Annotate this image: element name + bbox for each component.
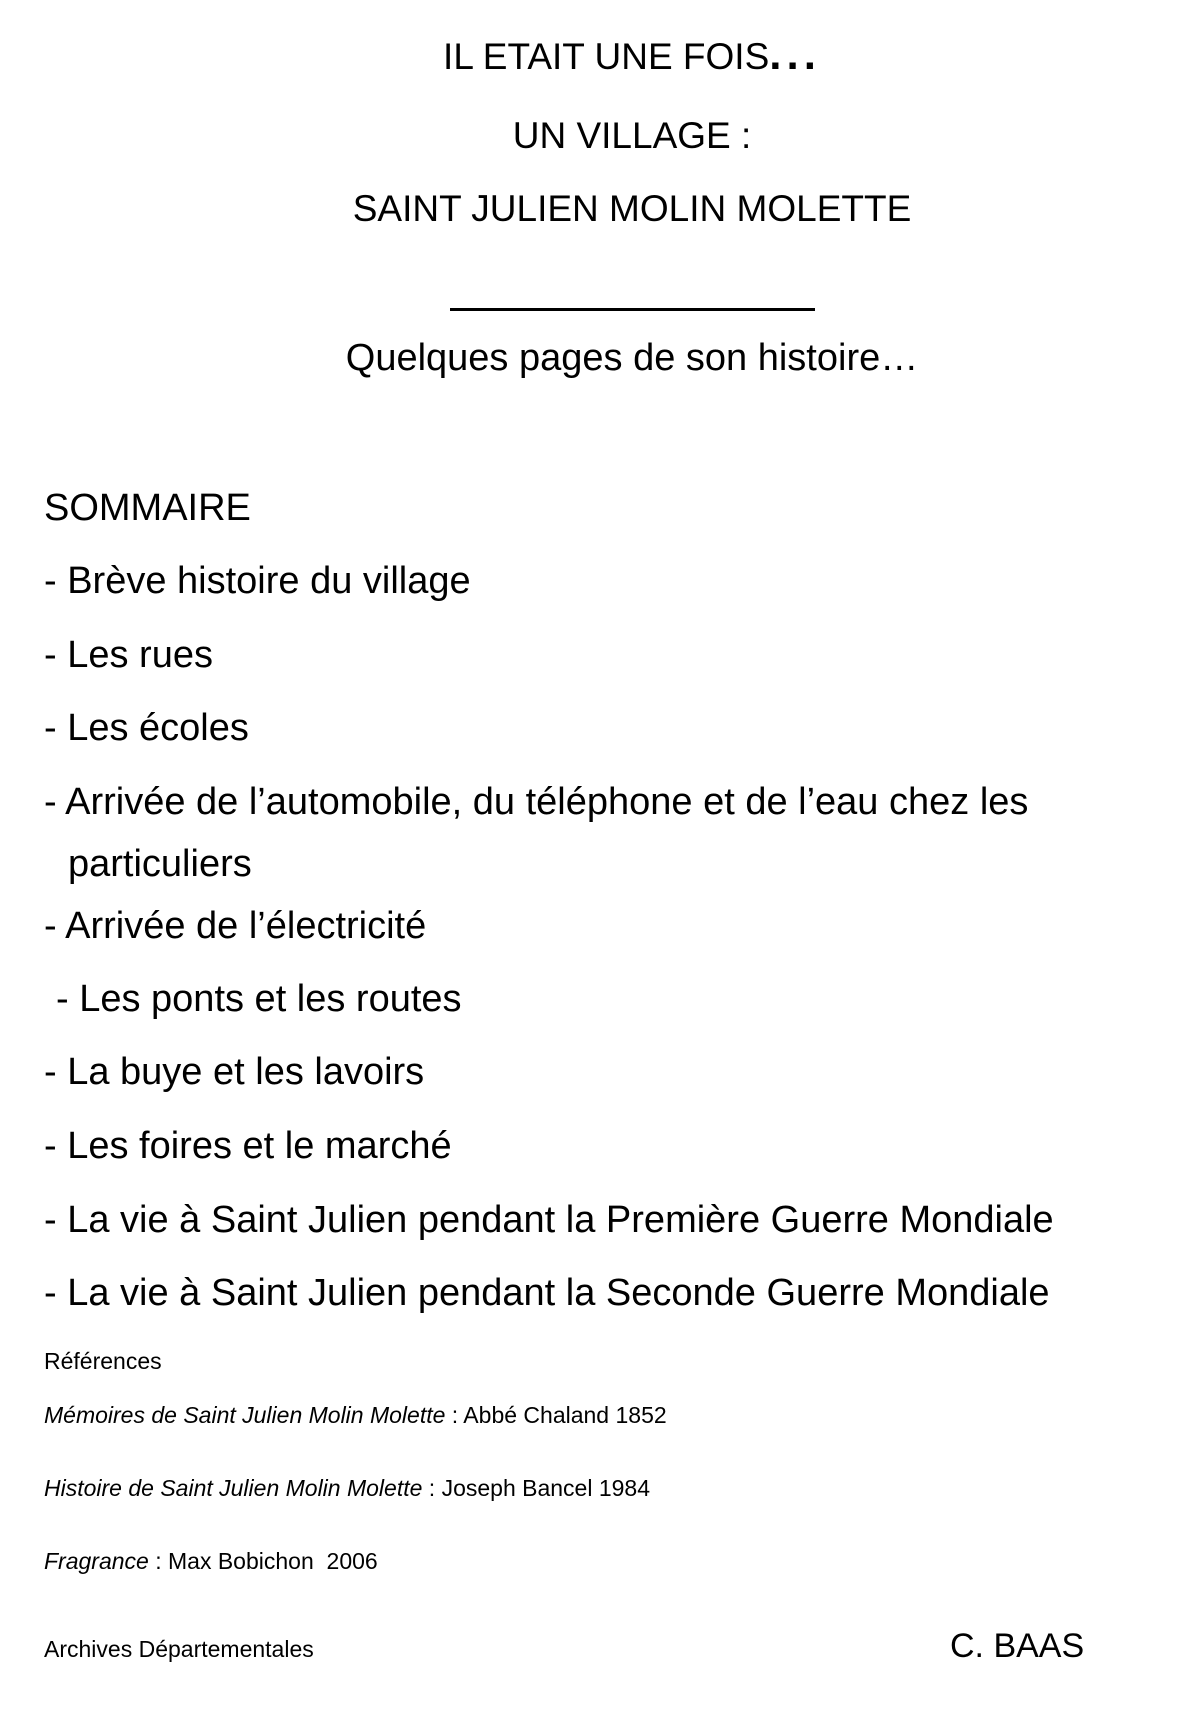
summary-item: - Les ponts et les routes (56, 978, 462, 1020)
summary-item: - Les foires et le marché (44, 1125, 452, 1167)
summary-item-continuation: particuliers (68, 843, 252, 885)
title-ellipsis: ... (769, 30, 821, 79)
author-name: C. BAAS (950, 1627, 1085, 1665)
summary-item: - Les écoles (44, 707, 249, 749)
archives-reference: Archives Départementales (44, 1636, 314, 1662)
reference-item (44, 1548, 378, 1575)
title-text: IL ETAIT UNE FOIS (443, 36, 770, 77)
reference-author: : Max Bobichon 2006 (148, 1548, 378, 1574)
summary-heading: SOMMAIRE (44, 487, 251, 529)
reference-author: : Joseph Bancel 1984 (422, 1475, 651, 1501)
summary-item: - La vie à Saint Julien pendant la Seconde Guerre Mondiale (44, 1272, 1050, 1314)
reference-item (44, 1402, 667, 1429)
summary-item: - La vie à Saint Julien pendant la Première Guerre Mondiale (44, 1199, 1054, 1241)
summary-item: - Arrivée de l’électricité (44, 905, 427, 947)
title-line-2: UN VILLAGE : (512, 115, 752, 156)
reference-author: : Abbé Chaland 1852 (445, 1402, 667, 1428)
summary-item: - Les rues (44, 634, 213, 676)
reference-title: Fragrance (44, 1548, 149, 1574)
summary-item: - Brève histoire du village (44, 560, 471, 602)
reference-title: Mémoires de Saint Julien Molin Molette (44, 1402, 446, 1428)
summary-item: - Arrivée de l’automobile, du téléphone et de l’eau chez les (44, 781, 1029, 823)
reference-title: Histoire de Saint Julien Molin Molette (44, 1475, 423, 1501)
summary-item: - La buye et les lavoirs (44, 1051, 425, 1093)
title-divider (450, 308, 815, 311)
references-heading: Références (44, 1348, 162, 1374)
reference-item (44, 1475, 650, 1502)
village-name: SAINT JULIEN MOLIN MOLETTE (352, 188, 912, 229)
title-line-1 (0, 30, 1200, 80)
subtitle: Quelques pages de son histoire… (345, 337, 919, 379)
